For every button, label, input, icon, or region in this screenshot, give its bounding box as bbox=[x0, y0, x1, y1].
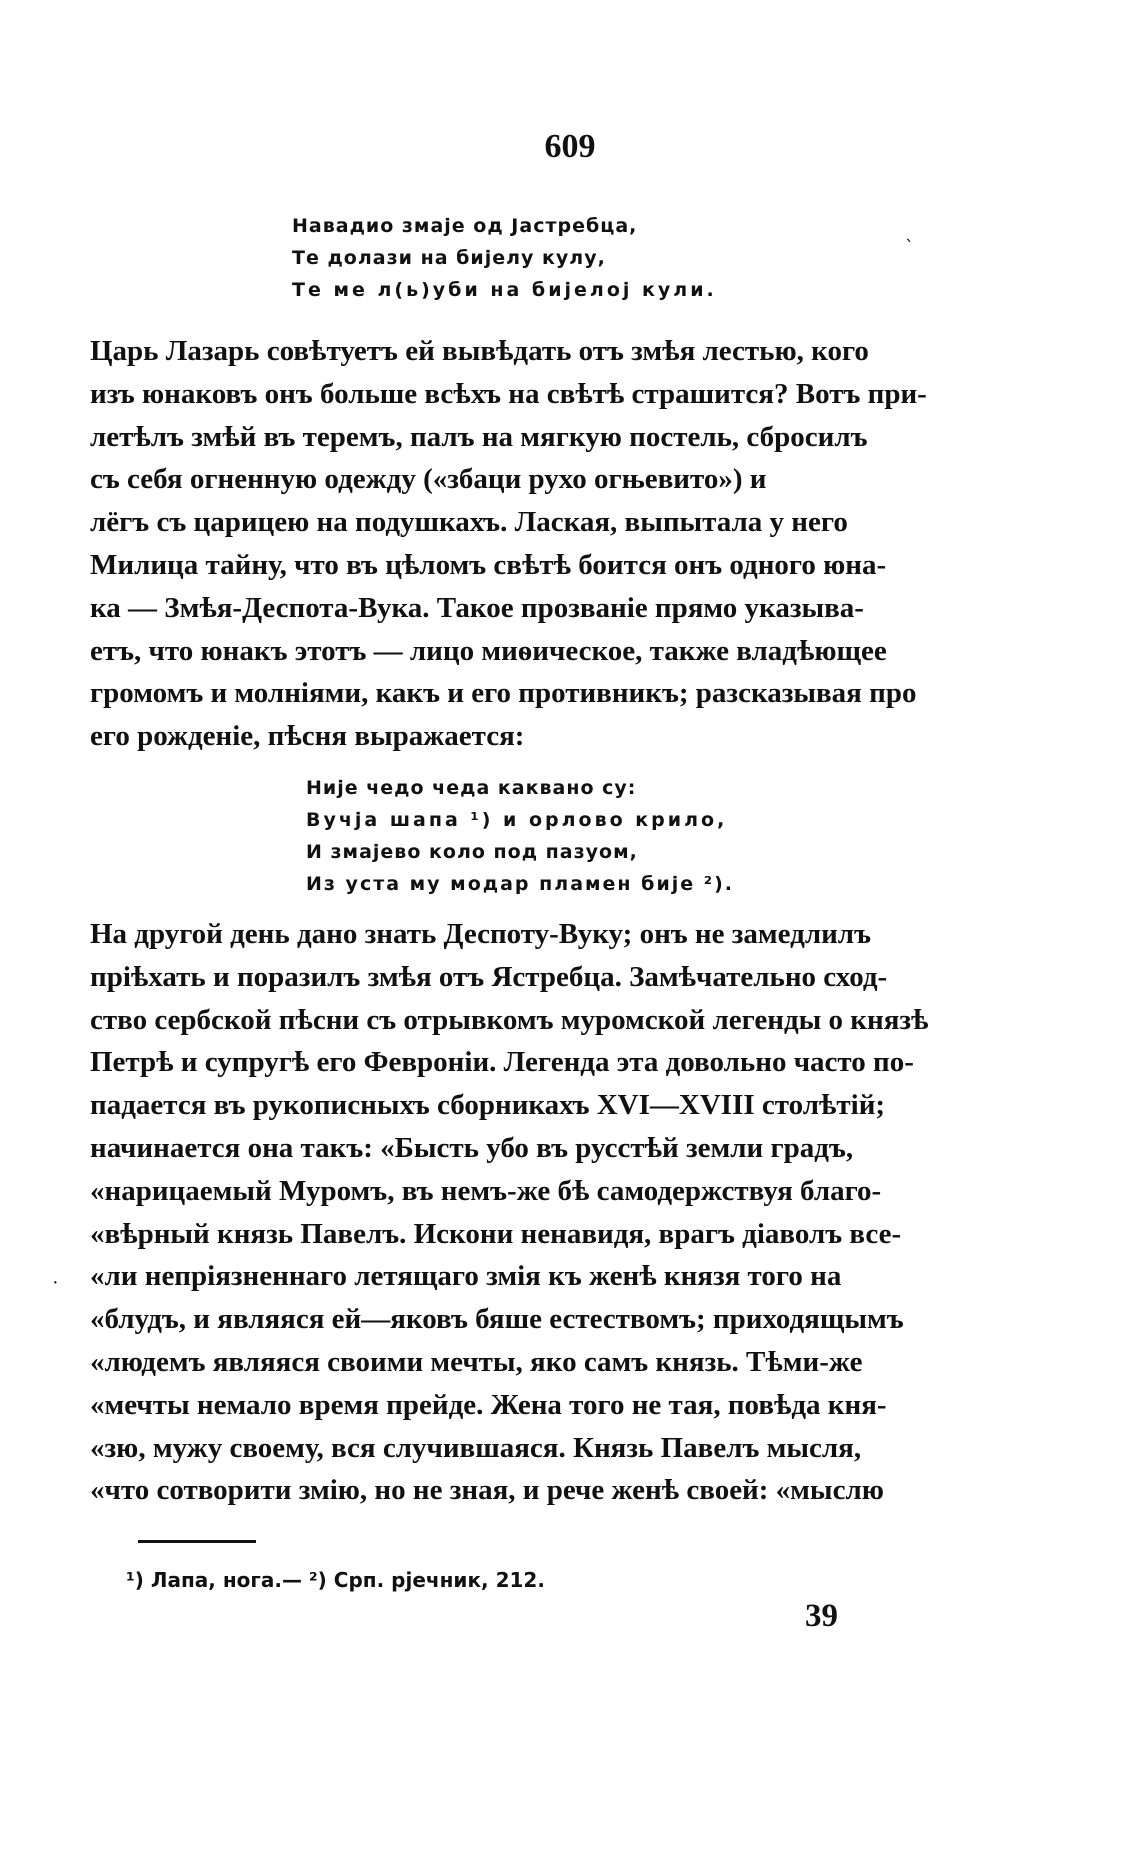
stray-mark: ˎ bbox=[905, 222, 914, 243]
prose-line: етъ, что юнакъ этотъ — лицо миѳическое, также владѣющее bbox=[90, 634, 887, 667]
prose-line: «что сотворити змію, но не зная, и рече женѣ своей: «мыслю bbox=[90, 1474, 884, 1507]
prose-line: На другой день дано знать Деспоту-Вуку; онъ не замедлилъ bbox=[90, 918, 871, 950]
prose-line: Милица тайну, что въ цѣломъ свѣтѣ боится онъ одного юна- bbox=[90, 548, 887, 581]
footnote: ¹) Лапа, нога.— ²) Срп. рјечник, 212. bbox=[126, 1568, 545, 1592]
verse-quote-1 bbox=[292, 210, 717, 306]
prose-line: ство сербской пѣсни съ отрывкомъ муромской легенды о князѣ bbox=[90, 1003, 929, 1036]
verse-line: Навадио змаје од Јастребца, bbox=[292, 215, 638, 237]
prose-line: пріѣхать и поразилъ змѣя отъ Ястребца. Замѣчательно сход- bbox=[90, 960, 888, 993]
prose-line: ка — Змѣя-Деспота-Вука. Такое прозваніе прямо указыва- bbox=[90, 591, 864, 624]
verse-line: Те долази на бијелу кулу, bbox=[292, 247, 606, 269]
prose-line: лёгъ съ царицею на подушкахъ. Лаская, выпытала у него bbox=[90, 506, 848, 539]
verse-line: Вучја шапа ¹) и орлово крило, bbox=[306, 809, 728, 831]
verse-line: Није чедо чеда каквано су: bbox=[306, 777, 637, 799]
verse-line: Те ме л(ь)уби на бијелој кули. bbox=[292, 279, 717, 301]
prose-line: «блудъ, и являяся ей—яковъ бяше естествомъ; приходящымъ bbox=[90, 1303, 904, 1336]
prose-line: «ли непріязненнаго летящаго змія къ женѣ князя того на bbox=[90, 1260, 842, 1293]
prose-line: съ себя огненную одежду («збаци рухо огњевито») и bbox=[90, 463, 767, 496]
prose-line: летѣлъ змѣй въ теремъ, палъ на мягкую постель, сбросилъ bbox=[90, 420, 868, 453]
prose-line: его рожденіе, пѣсня выражается: bbox=[90, 720, 525, 753]
prose-line: начинается она такъ: «Бысть убо въ русстѣй земли градъ, bbox=[90, 1131, 854, 1164]
prose-line: громомъ и молніями, какъ и его противникъ; разсказывая про bbox=[90, 677, 917, 710]
signature-mark: 39 bbox=[805, 1598, 838, 1634]
prose-line: «нарицаемый Муромъ, въ немъ-же бѣ самодержствуя благо- bbox=[90, 1174, 882, 1207]
prose-line: «вѣрный князь Павелъ. Искони ненавидя, врагъ діаволъ все- bbox=[90, 1217, 902, 1250]
prose-line: «людемъ являяся своими мечты, яко самъ князь. Тѣми-же bbox=[90, 1345, 863, 1378]
margin-dot: · bbox=[52, 1272, 59, 1294]
prose-line: изъ юнаковъ онъ больше всѣхъ на свѣтѣ страшится? Вотъ при- bbox=[90, 377, 927, 410]
prose-line: Петрѣ и супругѣ его Февроніи. Легенда эта довольно часто по- bbox=[90, 1046, 914, 1079]
prose-line: «зю, мужу своему, вся случившаяся. Князь Павелъ мысля, bbox=[90, 1431, 862, 1464]
verse-line: Из уста му модар пламен бије ²). bbox=[306, 873, 734, 895]
page-number: 609 bbox=[544, 128, 596, 165]
prose-line: «мечты немало время прейде. Жена того не тая, повѣда кня- bbox=[90, 1388, 887, 1421]
verse-line: И змајево коло под пазуом, bbox=[306, 841, 638, 863]
prose-paragraph-1 bbox=[90, 330, 950, 758]
prose-paragraph-2 bbox=[90, 913, 950, 1512]
footnote-divider bbox=[138, 1540, 256, 1543]
prose-line: Царь Лазарь совѣтуетъ ей вывѣдать отъ змѣя лестью, кого bbox=[90, 335, 869, 367]
verse-quote-2 bbox=[306, 772, 734, 900]
prose-line: падается въ рукописныхъ сборникахъ XVI—XVIII столѣтій; bbox=[90, 1089, 886, 1122]
